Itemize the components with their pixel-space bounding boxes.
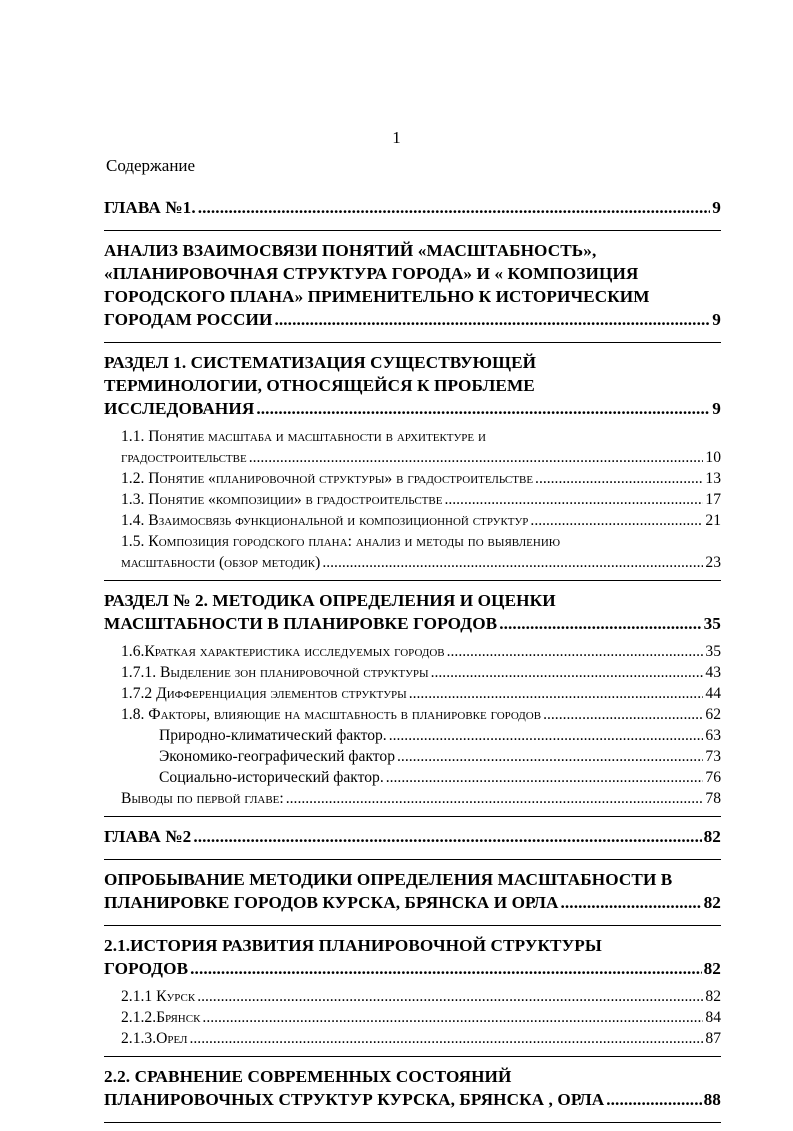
toc-entry-line: АНАЛИЗ ВЗАИМОСВЯЗИ ПОНЯТИЙ «МАСШТАБНОСТЬ», — [104, 241, 597, 260]
toc-entry-1-1[interactable] — [104, 426, 721, 468]
toc-entry-label: 2.1.1 Курск — [121, 988, 196, 1005]
toc-entry-line: 2.2. СРАВНЕНИЕ СОВРЕМЕННЫХ СОСТОЯНИЙ — [104, 1067, 512, 1086]
toc-entry-label: 1.3. Понятие «композиции» в градостроительстве — [121, 491, 443, 508]
dot-leader — [499, 612, 701, 635]
toc-page-number: 17 — [705, 491, 721, 508]
toc-entry-section-1[interactable] — [104, 351, 721, 426]
toc-page-number: 9 — [712, 399, 721, 418]
toc-entry-chapter-2[interactable] — [104, 825, 721, 860]
toc-entry-2-1-3[interactable] — [104, 1028, 721, 1049]
toc-entry-2-2[interactable] — [104, 1065, 721, 1123]
toc-entry-line: РАЗДЕЛ 1. СИСТЕМАТИЗАЦИЯ СУЩЕСТВУЮЩЕЙ — [104, 353, 537, 372]
toc-entry-chapter-1-title[interactable] — [104, 239, 721, 343]
dot-leader — [561, 891, 702, 914]
toc-page-number: 73 — [705, 748, 721, 765]
toc-page-number: 43 — [705, 664, 721, 681]
dot-leader — [606, 1088, 701, 1111]
toc-entry-label: 1.7.2 Дифференциация элементов структуры — [121, 685, 407, 702]
toc-page-number: 78 — [705, 790, 721, 807]
toc-entry-label: ГОРОДАМ РОССИИ — [104, 310, 273, 329]
toc-entry-1-8[interactable] — [104, 704, 721, 725]
toc-entry-label: 1.4. Взаимосвязь функциональной и композиционной структур — [121, 512, 529, 529]
toc-entry-1-2[interactable] — [104, 468, 721, 489]
dot-leader — [256, 397, 710, 420]
toc-entry-1-7-1[interactable] — [104, 662, 721, 683]
toc-entry-label: масштабности (обзор методик) — [121, 554, 321, 571]
dot-leader — [535, 468, 703, 489]
toc-entry-label: Социально-исторический фактор. — [159, 769, 384, 786]
toc-entry-label: ИССЛЕДОВАНИЯ — [104, 399, 255, 418]
toc-entry-1-4[interactable] — [104, 510, 721, 531]
toc-entry-label: ГЛАВА №1. — [104, 198, 196, 217]
toc-entry-label: 1.8. Факторы, влияющие на масштабность в планировке городов — [121, 706, 542, 723]
toc-page-number: 82 — [703, 827, 721, 846]
toc-page-number: 63 — [705, 727, 721, 744]
toc-page-number: 88 — [703, 1090, 721, 1109]
dot-leader — [286, 788, 704, 809]
dot-leader — [447, 641, 704, 662]
dot-leader — [431, 662, 704, 683]
toc-page-number: 35 — [703, 614, 721, 633]
toc-page-number: 82 — [705, 988, 721, 1005]
toc-entry-line: 1.1. Понятие масштаба и масштабности в архитектуре и — [121, 428, 486, 445]
toc-entry-line: ОПРОБЫВАНИЕ МЕТОДИКИ ОПРЕДЕЛЕНИЯ МАСШТАБНОСТИ В — [104, 870, 673, 889]
dot-leader — [249, 447, 704, 468]
toc-group-2-1 — [104, 934, 721, 1057]
toc-entry-label: ГОРОДОВ — [104, 959, 189, 978]
toc-page-number: 44 — [705, 685, 721, 702]
toc-entry-label: 1.6.Краткая характеристика исследуемых городов — [121, 643, 445, 660]
toc-entry-chapter-1[interactable] — [104, 196, 721, 231]
toc-entry-label: Выводы по первой главе: — [121, 790, 284, 807]
dot-leader — [274, 308, 710, 331]
toc-entry-line: 2.1.ИСТОРИЯ РАЗВИТИЯ ПЛАНИРОВОЧНОЙ СТРУКТУРЫ — [104, 936, 602, 955]
toc-entry-label: Экономико-географический фактор — [159, 748, 396, 765]
dot-leader — [530, 510, 703, 531]
toc-entry-factor-economic[interactable] — [104, 746, 721, 767]
toc-entry-2-1-1[interactable] — [104, 986, 721, 1007]
toc-entry-line: 1.5. Композиция городского плана: анализ и методы по выявлению — [121, 533, 561, 550]
toc-page-number: 84 — [705, 1009, 721, 1026]
toc-entry-factor-social[interactable] — [104, 767, 721, 788]
toc-entry-label: ПЛАНИРОВОЧНЫХ СТРУКТУР КУРСКА, БРЯНСКА , ОРЛА — [104, 1090, 605, 1109]
toc-page-number: 9 — [712, 310, 721, 329]
toc-page-number: 35 — [705, 643, 721, 660]
toc-page-number: 76 — [705, 769, 721, 786]
toc-entry-1-3[interactable] — [104, 489, 721, 510]
toc-entry-label: 2.1.2.Брянск — [121, 1009, 201, 1026]
toc-entry-line: РАЗДЕЛ № 2. МЕТОДИКА ОПРЕДЕЛЕНИЯ И ОЦЕНКИ — [104, 591, 556, 610]
toc-page-number: 82 — [703, 893, 721, 912]
toc-entry-2-1-2[interactable] — [104, 1007, 721, 1028]
toc-group-section-2 — [104, 589, 721, 817]
toc-entry-label: Природно-климатический фактор. — [159, 727, 387, 744]
dot-leader — [193, 825, 701, 848]
toc-page-number: 82 — [703, 959, 721, 978]
toc-page-number: 87 — [705, 1030, 721, 1047]
toc-entry-section-2[interactable] — [104, 589, 721, 641]
page-number: 1 — [392, 128, 401, 147]
dot-leader — [190, 1028, 704, 1049]
toc-entry-conclusions[interactable] — [104, 788, 721, 809]
toc-entry-1-7-2[interactable] — [104, 683, 721, 704]
toc-page-number: 62 — [705, 706, 721, 723]
toc-entry-line: ГОРОДСКОГО ПЛАНА» ПРИМЕНИТЕЛЬНО К ИСТОРИЧЕСКИМ — [104, 287, 650, 306]
toc-entry-label: 1.2. Понятие «планировочной структуры» в градостроительстве — [121, 470, 534, 487]
dot-leader — [444, 489, 703, 510]
toc-entry-1-6[interactable] — [104, 641, 721, 662]
toc-entry-chapter-2-title[interactable] — [104, 868, 721, 926]
dot-leader — [190, 957, 701, 980]
toc-entry-2-1[interactable] — [104, 934, 721, 986]
toc-entry-label: МАСШТАБНОСТИ В ПЛАНИРОВКЕ ГОРОДОВ — [104, 614, 498, 633]
dot-leader — [322, 552, 703, 573]
toc-page-number: 10 — [705, 449, 721, 466]
toc-entry-line: ТЕРМИНОЛОГИИ, ОТНОСЯЩЕЙСЯ К ПРОБЛЕМЕ — [104, 376, 535, 395]
dot-leader — [543, 704, 703, 725]
contents-title: Содержание — [106, 156, 196, 175]
toc-entry-label: 2.1.3.Орел — [121, 1030, 188, 1047]
toc-page-number: 21 — [705, 512, 721, 529]
toc-entry-label: ГЛАВА №2 — [104, 827, 192, 846]
toc-entry-label: 1.7.1. Выделение зон планировочной структуры — [121, 664, 429, 681]
dot-leader — [198, 196, 711, 219]
toc-entry-label: градостроительстве — [121, 449, 247, 466]
toc-page-number: 13 — [705, 470, 721, 487]
toc-entry-1-5[interactable] — [104, 531, 721, 573]
toc-page-number: 23 — [705, 554, 721, 571]
toc-entry-factor-climate[interactable] — [104, 725, 721, 746]
dot-leader — [389, 725, 704, 746]
dot-leader — [197, 986, 703, 1007]
dot-leader — [386, 767, 704, 788]
dot-leader — [202, 1007, 703, 1028]
toc-entry-label: ПЛАНИРОВКЕ ГОРОДОВ КУРСКА, БРЯНСКА И ОРЛА — [104, 893, 559, 912]
dot-leader — [409, 683, 704, 704]
toc-group-section-1 — [104, 351, 721, 581]
table-of-contents — [104, 196, 721, 1131]
toc-page-number: 9 — [712, 198, 721, 217]
toc-entry-line: «ПЛАНИРОВОЧНАЯ СТРУКТУРА ГОРОДА» И « КОМПОЗИЦИЯ — [104, 264, 639, 283]
dot-leader — [397, 746, 703, 767]
